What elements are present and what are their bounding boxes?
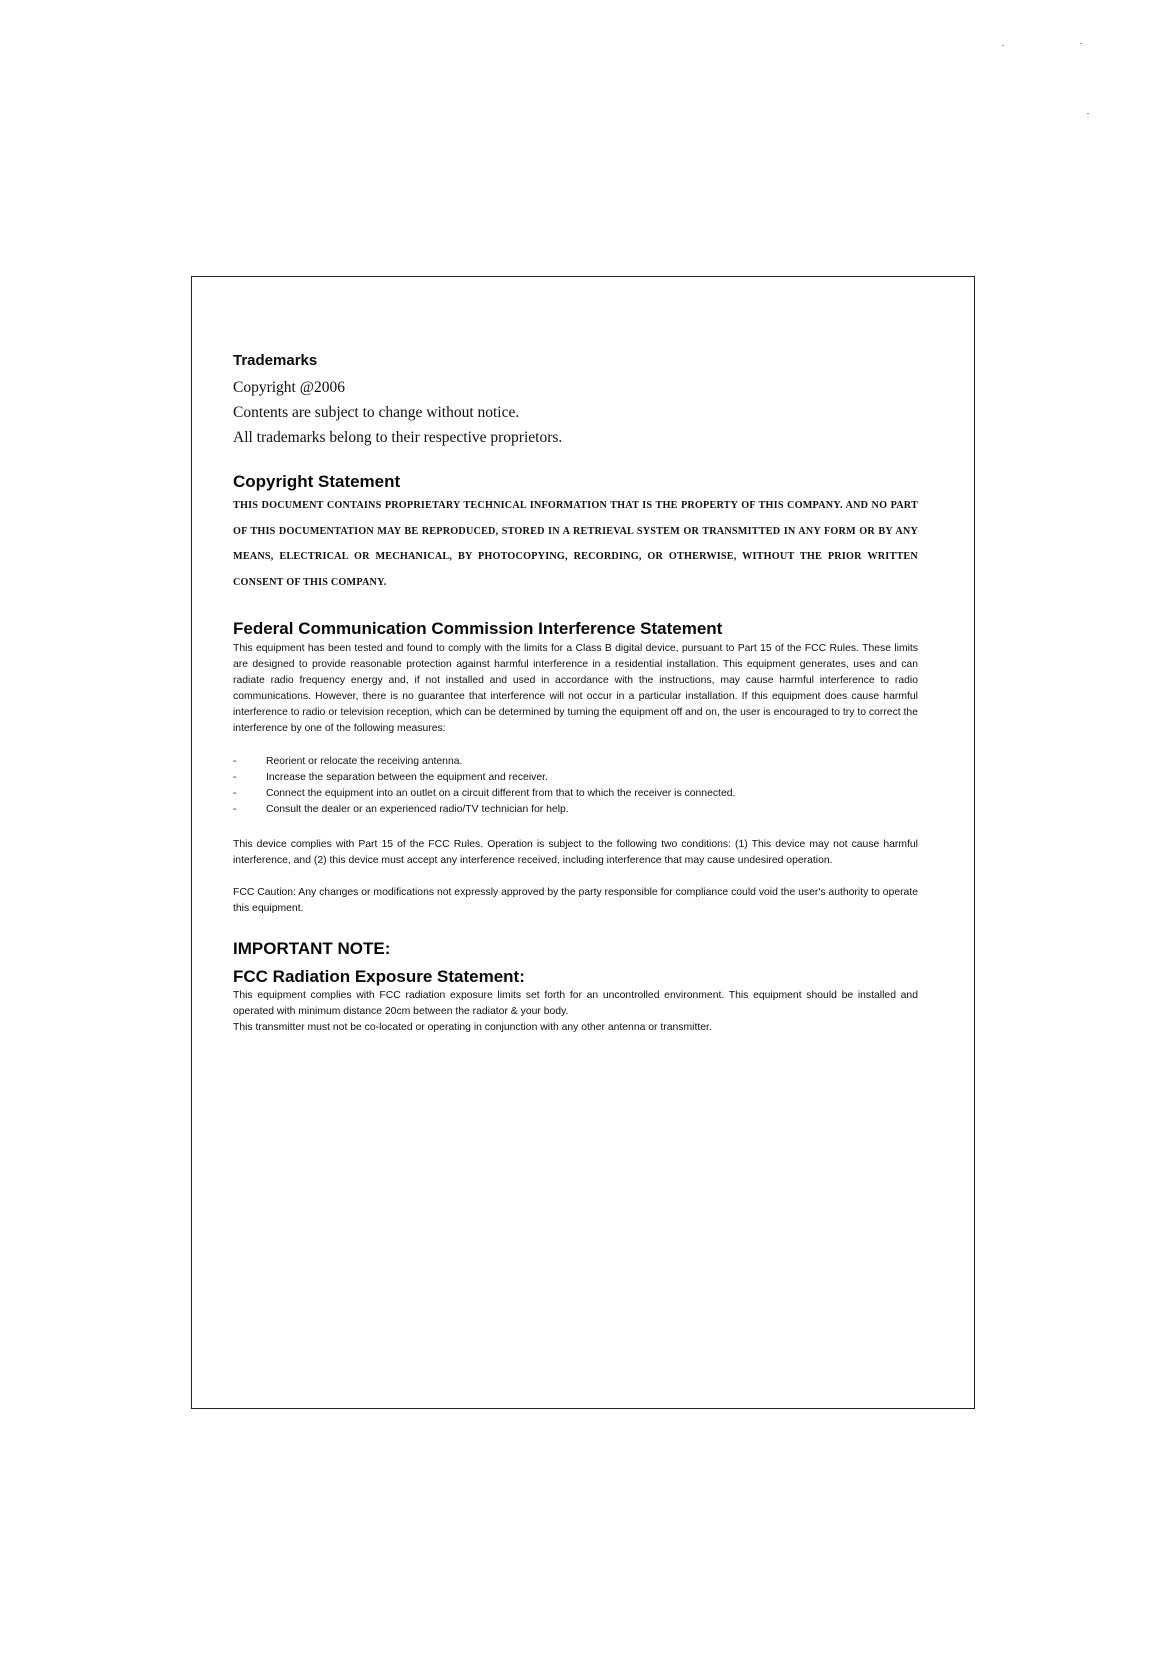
bullet-dash: - [233, 804, 237, 815]
fcc-section [233, 619, 918, 917]
bullet-dash: - [233, 772, 237, 783]
list-item [233, 786, 918, 802]
measure-text: Increase the separation between the equipment and receiver. [266, 772, 548, 783]
scan-speck [1080, 43, 1082, 44]
copyright-heading: Copyright Statement [233, 472, 401, 491]
fcc-heading: Federal Communication Commission Interference Statement [233, 619, 723, 638]
list-item [233, 802, 918, 818]
fcc-intro: This equipment has been tested and found to comply with the limits for a Class B digital device, pursuant to Part 15 of the FCC Rules. These limits are designed to provide reasonable protection against harmful interference in a residential installation. This equipment generates, uses and can radiate radio frequency energy and, if not installed and used in accordance with the instructions, may cause harmful interference to radio communications. However, there is no guarantee that interference will not occur in a particular installation. If this equipment does cause harmful interference to radio or television reception, which can be determined by turning the equipment off and on, the user is encouraged to try to correct the interference by one of the following measures: [233, 643, 918, 734]
scan-speck [1002, 45, 1004, 46]
trademarks-heading: Trademarks [233, 352, 318, 369]
trademarks-section [233, 352, 918, 450]
fcc-measures-list [233, 754, 918, 818]
fcc-compliance: This device complies with Part 15 of the FCC Rules. Operation is subject to the following two conditions: (1) This device may not cause harmful interference, and (2) this device must accept any interference received, including interference that may cause undesired operation. [233, 839, 918, 866]
bullet-dash: - [233, 788, 237, 799]
copyright-text: THIS DOCUMENT CONTAINS PROPRIETARY TECHNICAL INFORMATION THAT IS THE PROPERTY OF THIS COMPANY. AND NO PART OF THIS DOCUMENTATION MAY BE REPRODUCED, STORED IN A RETRIEVAL SYSTEM OR TRANSMITTED IN ANY FORM OR BY ANY MEANS, ELECTRICAL OR MECHANICAL, BY PHOTOCOPYING, RECORDING, OR OTHERWISE, WITHOUT THE PRIOR WRITTEN CONSENT OF THIS COMPANY. [233, 500, 918, 588]
measure-text: Connect the equipment into an outlet on a circuit different from that to which the receiver is connected. [266, 788, 736, 799]
list-item [233, 770, 918, 786]
radiation-heading: FCC Radiation Exposure Statement: [233, 967, 525, 986]
trademarks-line: Copyright @2006 [233, 379, 346, 396]
colocation-text: This transmitter must not be co-located or operating in conjunction with any other antenna or transmitter. [233, 1022, 712, 1033]
radiation-text: This equipment complies with FCC radiation exposure limits set forth for an uncontrolled environment. This equipment should be installed and operated with minimum distance 20cm between the radiator & your body. [233, 990, 918, 1017]
trademarks-line: Contents are subject to change without notice. [233, 404, 520, 421]
measure-text: Consult the dealer or an experienced radio/TV technician for help. [266, 804, 569, 815]
important-heading: IMPORTANT NOTE: [233, 939, 391, 958]
scan-speck [1087, 113, 1089, 114]
fcc-caution: FCC Caution: Any changes or modifications not expressly approved by the party responsible for compliance could void the user's authority to operate this equipment. [233, 887, 918, 914]
document-body [233, 352, 918, 1036]
list-item [233, 754, 918, 770]
bullet-dash: - [233, 756, 237, 767]
measure-text: Reorient or relocate the receiving antenna. [266, 756, 463, 767]
trademarks-line: All trademarks belong to their respective proprietors. [233, 429, 563, 446]
important-section [233, 939, 918, 1036]
copyright-section [233, 472, 918, 595]
